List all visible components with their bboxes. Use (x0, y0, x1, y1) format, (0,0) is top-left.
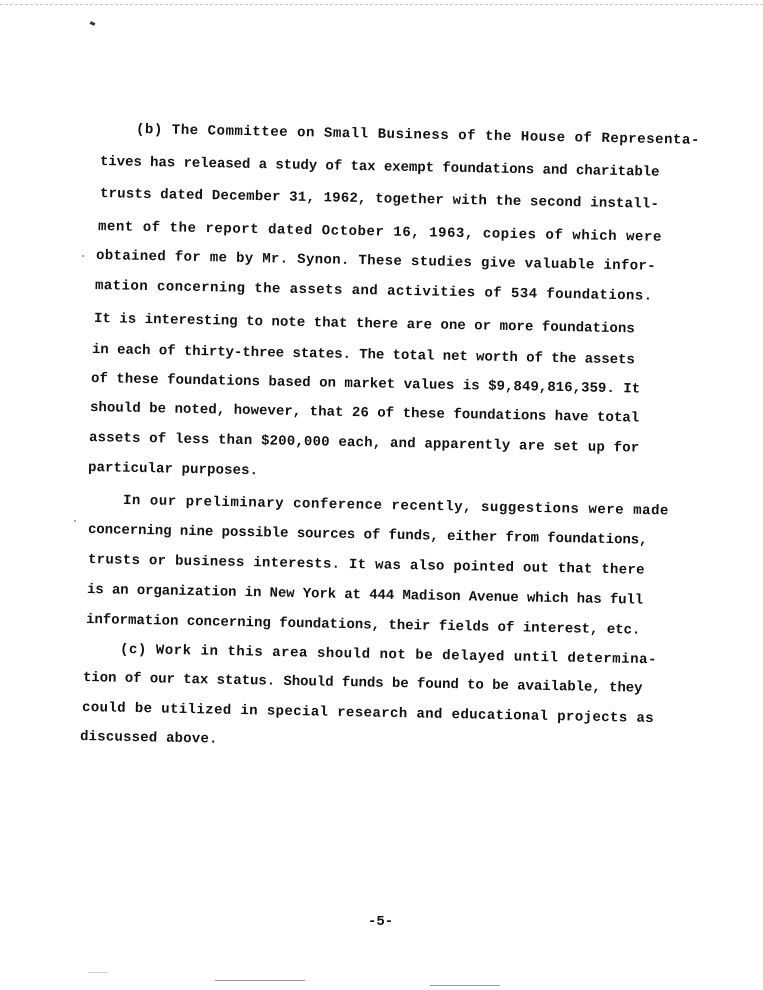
text-line: tion of our tax status. Should funds be found to be available, they (82, 670, 643, 697)
text-line: could be utilized in special research and educational projects as (81, 700, 655, 727)
text-line: concerning nine possible sources of funds, either from foundations, (87, 522, 648, 549)
text-line: in each of thirty-three states. The total net worth of the assets (91, 342, 635, 369)
text-line: discussed above. (79, 729, 218, 748)
text-line: (b) The Committee on Small Business of the House of Representa- (135, 122, 700, 149)
text-line: is an organization in New York at 444 Madison Avenue which has full (86, 582, 644, 609)
text-line: trusts or business interests. It was also pointed out that there (87, 552, 645, 579)
scan-speck (82, 255, 84, 257)
text-line: information concerning foundations, their fields of interest, etc. (85, 612, 641, 639)
text-line: assets of less than $200,000 each, and apparently are set up for (88, 430, 640, 457)
text-line: trusts dated December 31, 1962, together with the second install- (99, 186, 660, 213)
text-line: tives has released a study of tax exempt foundations and charitable (99, 154, 660, 181)
text-line: (c) Work in this area should not be delayed until determina- (119, 642, 658, 669)
scan-bottom-rule (215, 980, 305, 981)
text-line: In our preliminary conference recently, suggestions were made (122, 493, 670, 520)
scan-speck (74, 520, 76, 522)
text-line: mation concerning the assets and activities of 534 foundations. (94, 278, 653, 305)
text-line: should be noted, however, that 26 of these foundations have total (89, 400, 640, 427)
text-line: ment of the report dated October 16, 1963, copies of which were (97, 219, 662, 246)
text-line: of these foundations based on market values is $9,849,816,359. It (90, 371, 641, 398)
text-line: It is interesting to note that there are one or more foundations (93, 311, 635, 338)
scan-bottom-rule (430, 985, 500, 986)
text-line: particular purposes. (87, 460, 259, 480)
page-number: -5- (368, 914, 394, 930)
scan-bottom-rule (88, 972, 108, 973)
text-line: obtained for me by Mr. Synon. These studies give valuable infor- (95, 248, 657, 275)
